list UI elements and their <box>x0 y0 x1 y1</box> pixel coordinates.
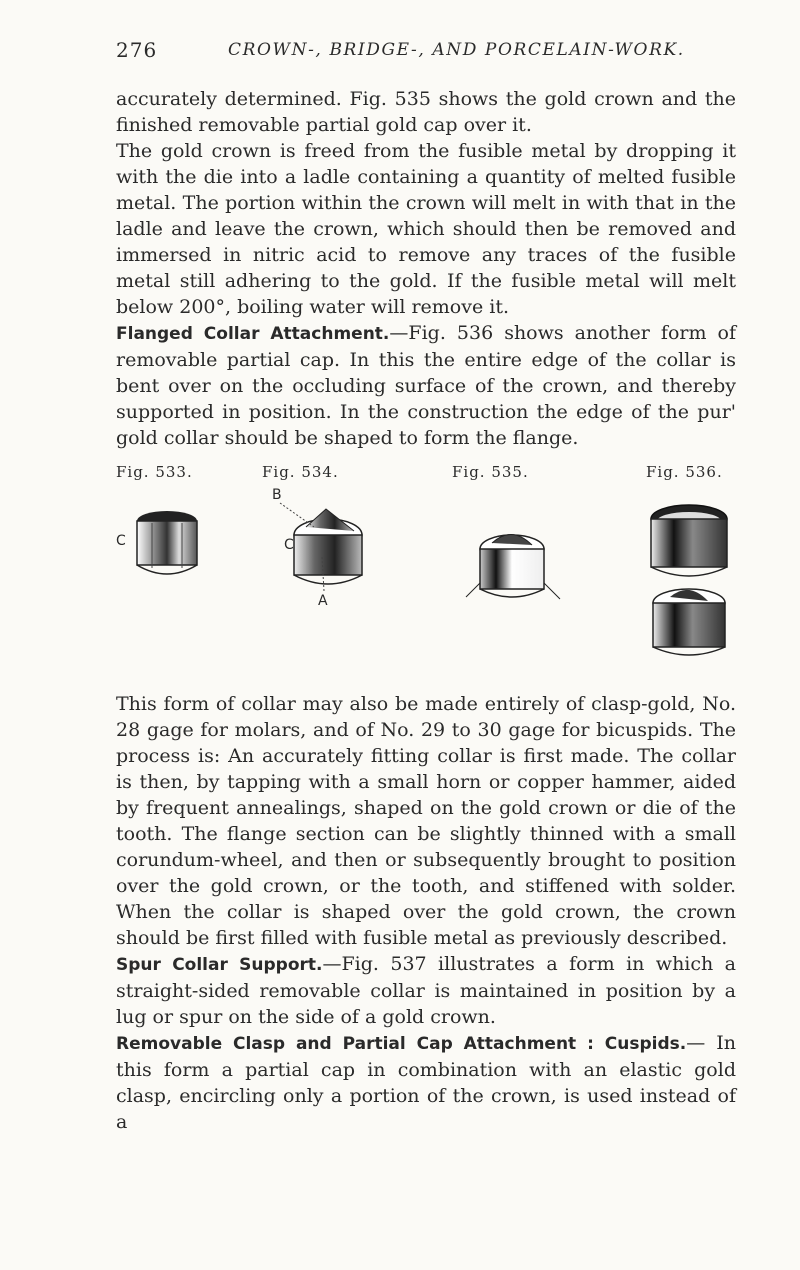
paragraph: This form of collar may also be made entirely of clasp-gold, No. 28 gage for molars, and of No. 29 to 30 gage for bicuspids. The process is: An accurately fitting collar is first made. The collar is then, by tapping with a small horn or copper hammer, aided by frequent annealings, shaped on the gold crown or die of the tooth. The flange section can be slightly thinned with a small corundum-wheel, and then or subsequently brought to position over the gold crown, or the tooth, and stiffened with solder. When the collar is shaped over the gold crown, the crown should be first filled with fusible metal as previously described. <box>116 693 736 949</box>
paragraph-flanged <box>116 320 736 451</box>
paragraph: accurately determined. Fig. 535 shows the gold crown and the finished removable partial gold cap over it. <box>116 88 736 136</box>
page-number: 276 <box>116 38 158 62</box>
figure-label: Fig. 536. <box>646 463 723 481</box>
running-title: CROWN-, BRIDGE-, AND PORCELAIN-WORK. <box>228 40 685 60</box>
figure-letter: C <box>284 537 294 553</box>
section-heading: Flanged Collar Attachment. <box>116 324 390 344</box>
figure-536-illustration <box>642 497 736 667</box>
page-header <box>116 38 736 68</box>
figure-label: Fig. 533. <box>116 463 193 481</box>
figure-letter: C <box>116 533 126 549</box>
section-heading: Removable Clasp and Partial Cap Attachment : Cuspids. <box>116 1034 687 1054</box>
paragraph-clasp <box>116 1030 736 1135</box>
paragraph-text: —Fig. 537 illustrates a form in which a straight-sided removable collar is maintained in position by a lug or spur on the side of a gold crown. <box>116 953 736 1028</box>
figure-label: Fig. 534. <box>262 463 339 481</box>
paragraph-text: —Fig. 536 shows another form of removable partial cap. In this the entire edge of the collar is bent over on the occluding surface of the crown, and thereby supported in position. In the construction the edge of the pur' gold collar should be shaped to form the flange. <box>116 322 736 449</box>
figure-letter: B <box>272 487 282 503</box>
figure-534-illustration <box>266 487 386 609</box>
figure-label: Fig. 535. <box>452 463 529 481</box>
figure-row <box>116 463 736 673</box>
paragraph-text: — In this form a partial cap in combination with an elastic gold clasp, encircling only a portion of the crown, is used instead of a <box>116 1032 736 1133</box>
paragraph-spur <box>116 951 736 1030</box>
figure-letter: A <box>318 593 328 609</box>
figure-535-illustration <box>456 523 576 613</box>
figure-533-illustration <box>116 503 212 593</box>
text-block-bottom <box>116 691 736 1135</box>
paragraph: The gold crown is freed from the fusible metal by dropping it with the die into a ladle containing a quantity of melted fusible metal. The portion within the crown will melt in with that in the ladle and leave the crown, which should then be removed and immersed in nitric acid to remove any traces of the fusible metal still adhering to the gold. If the fusible metal will melt below 200°, boiling water will remove it. <box>116 140 736 318</box>
text-block-top <box>116 86 736 451</box>
section-heading: Spur Collar Support. <box>116 955 323 975</box>
